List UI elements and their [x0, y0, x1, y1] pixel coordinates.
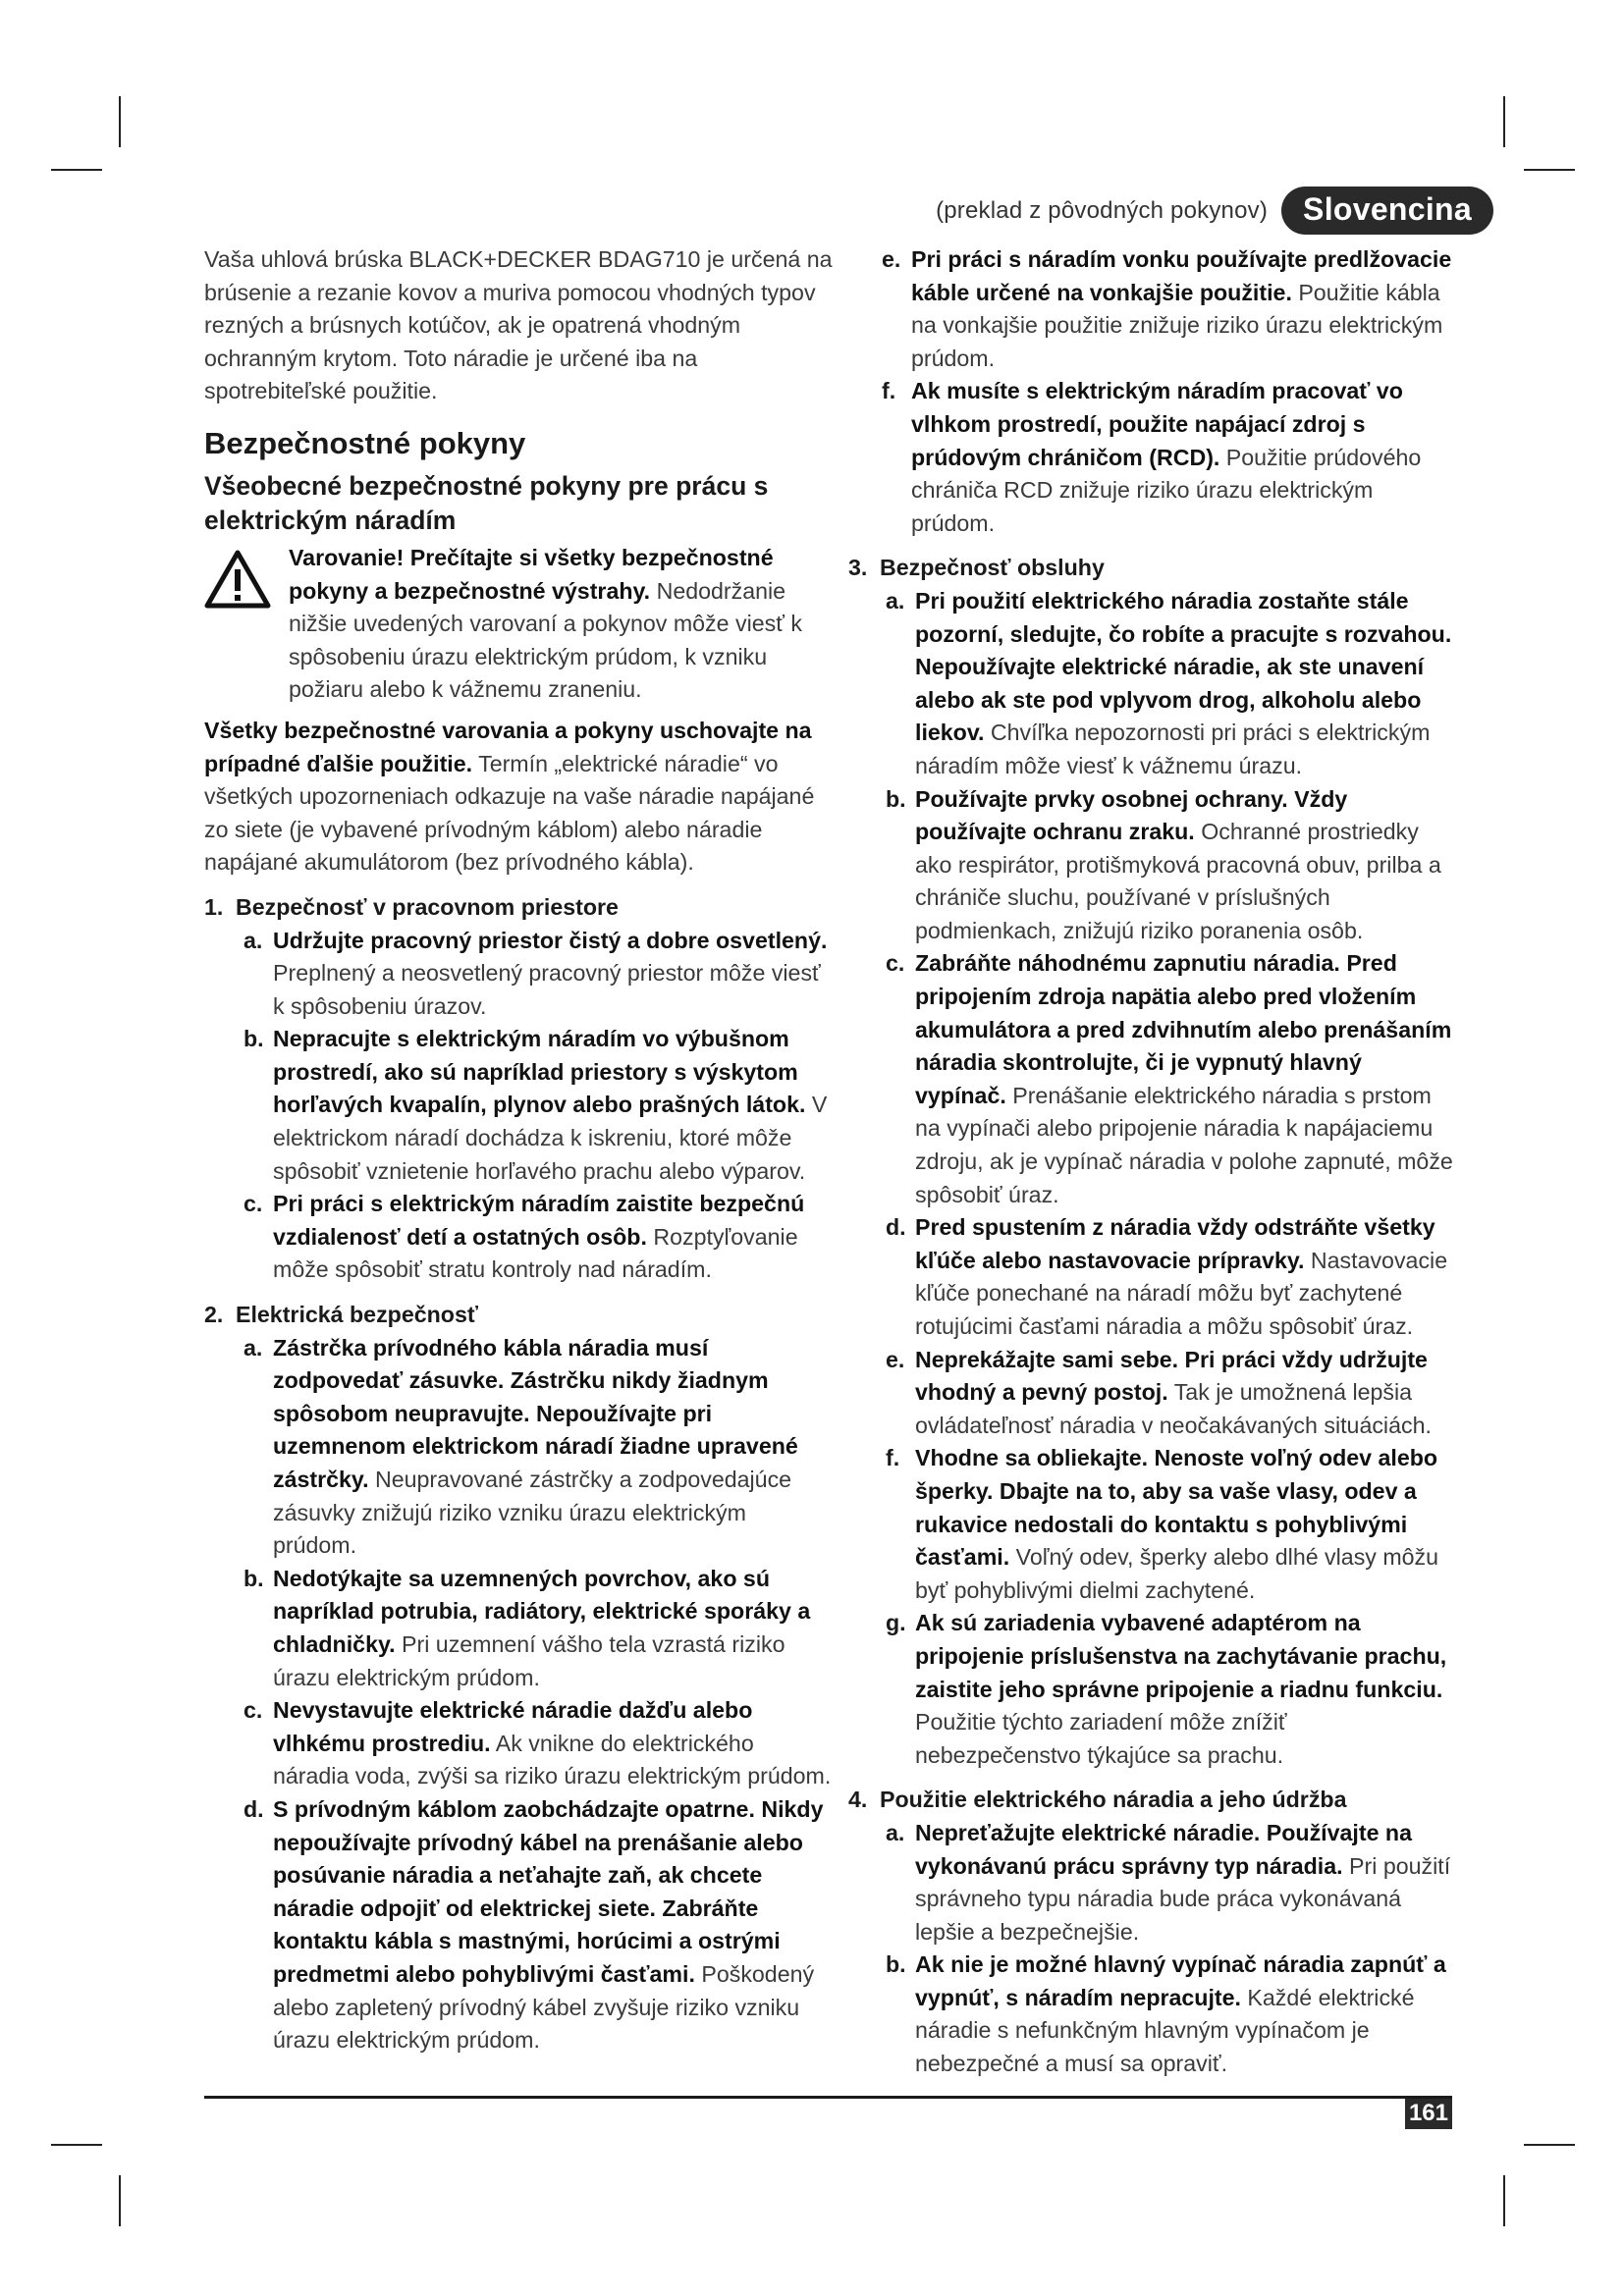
item-text: Ak vnikne do elektrického náradia voda, zvýši sa riziko úrazu elektrickým prúdom. [273, 1730, 832, 1789]
item-letter: b. [244, 1565, 264, 1591]
list-item [886, 783, 1455, 948]
item-text: Pri uzemnení vášho tela vzrastá riziko úrazu elektrickým prúdom. [273, 1630, 785, 1690]
keep-bold: Všetky bezpečnostné varovania a pokyny uschovajte na prípadné ďalšie použitie. [204, 717, 812, 776]
item-letter: b. [244, 1026, 264, 1052]
section-personal-safety [846, 552, 1455, 1772]
item-letter: f. [886, 1445, 900, 1471]
section-heading [204, 1299, 833, 1332]
crop-mark [119, 2175, 121, 2226]
item-bold: Vhodne sa obliekajte. Nenoste voľný odev alebo šperky. Dbajte na to, aby sa vaše vlasy, odev a rukavice nedostali do kontaktu s pohyblivými časťami. [915, 1445, 1438, 1571]
item-letter: a. [244, 1334, 263, 1361]
list-item [886, 947, 1455, 1211]
item-bold: Zabráňte náhodnému zapnutiu náradia. Pred pripojením zdroja napätia alebo pred vložením akumulátora a pred zdvihnutím alebo prenášaním náradia skontrolujte, či je vypnutý hlavný vypínač. [915, 950, 1452, 1108]
list-item [886, 585, 1455, 783]
crop-mark [1503, 96, 1505, 147]
list-item [244, 1023, 833, 1188]
section-title: Bezpečnosť v pracovnom priestore [236, 893, 619, 920]
section-number: 1. [204, 893, 224, 920]
section-title: Bezpečnosť obsluhy [880, 555, 1105, 581]
item-bold: Pri práci s elektrickým náradím zaistite bezpečnú vzdialenosť detí a ostatných osôb. [273, 1191, 805, 1250]
crop-mark [1524, 169, 1575, 171]
item-letter: d. [886, 1214, 906, 1241]
item-text: Prenášanie elektrického náradia s prstom na vypínači alebo pripojenie náradia k napájaciemu zdroju, ak je vypínač náradia v polohe zapnuté, môže spôsobiť úraz. [915, 1082, 1453, 1207]
general-safety-heading: Všeobecné bezpečnostné pokyny pre prácu s elektrickým náradím [204, 470, 769, 535]
item-text: Tak je umožnená lepšia ovládateľnosť náradia v neočakávaných situáciách. [915, 1379, 1432, 1438]
left-column [204, 243, 833, 2057]
safety-heading: Bezpečnostné pokyny [204, 425, 526, 460]
item-bold: Nevystavujte elektrické náradie dažďu alebo vlhkému prostrediu. [273, 1697, 753, 1756]
item-text: Použitie kábla na vonkajšie použitie znižuje riziko úrazu elektrickým prúdom. [911, 279, 1443, 371]
section-work-area [204, 891, 833, 1287]
item-text: Použitie týchto zariadení môže znížiť nebezpečenstvo týkajúce sa prachu. [915, 1709, 1287, 1768]
item-bold: Nedotýkajte sa uzemnených povrchov, ako sú napríklad potrubia, radiátory, elektrické sporáky a chladničky. [273, 1565, 811, 1657]
warning-text [289, 542, 833, 707]
item-bold: Zástrčka prívodného kábla náradia musí zodpovedať zásuvke. Zástrčku nikdy žiadnym spôsobom neupravujte. Nepoužívajte pri uzemnenom elektrickom náradí žiadne upravené zástrčky. [273, 1334, 798, 1492]
crop-mark [51, 2144, 102, 2146]
list-item [244, 1793, 833, 2057]
item-text: Ochranné prostriedky ako respirátor, protišmyková pracovná obuv, prilba a chrániče sluchu, používané v príslušných podmienkach, znižujú riziko poranenia osôb. [915, 819, 1441, 943]
item-bold: Ak nie je možné hlavný vypínač náradia zapnúť a vypnúť, s náradím nepracujte. [915, 1951, 1446, 2010]
item-bold: Udržujte pracovný priestor čistý a dobre osvetlený. [273, 927, 828, 953]
item-bold: Pred spustením z náradia vždy odstráňte všetky kľúče alebo nastavovacie prípravky. [915, 1214, 1435, 1273]
item-letter: c. [886, 950, 905, 977]
footer-rule [204, 2096, 1452, 2099]
item-letter: a. [886, 587, 905, 614]
item-text: Použitie prúdového chrániča RCD znižuje riziko úrazu elektrickým prúdom. [911, 444, 1422, 536]
item-letter: d. [244, 1795, 264, 1822]
warning-triangle-icon [204, 542, 275, 707]
item-letter: a. [244, 927, 263, 953]
item-text: Každé elektrické náradie s nefunkčným hlavným vypínačom je nebezpečné a musí sa opraviť. [915, 1984, 1415, 2077]
section-number: 3. [848, 555, 868, 581]
item-letter: b. [886, 785, 906, 812]
item-text: Neupravované zástrčky a zodpovedajúce zásuvky znižujú riziko vzniku úrazu elektrickým prúdom. [273, 1467, 792, 1559]
page-number: 161 [1405, 2099, 1452, 2129]
item-bold: Pri práci s náradím vonku používajte predlžovacie káble určené na vonkajšie použitie. [911, 246, 1452, 305]
item-bold: Nepreťažujte elektrické náradie. Používajte na vykonávanú prácu správny typ náradia. [915, 1819, 1412, 1879]
section-heading [848, 552, 1455, 585]
item-letter: f. [882, 378, 896, 404]
item-bold: Ak sú zariadenia vybavené adaptérom na pripojenie príslušenstva na zachytávanie prachu, zaistite jeho správne pripojenie a riadnu funkciu. [915, 1610, 1447, 1702]
item-letter: a. [886, 1819, 905, 1845]
section-number: 2. [204, 1302, 224, 1328]
list-item [244, 1188, 833, 1287]
page-header [936, 187, 1493, 235]
item-bold: S prívodným káblom zaobchádzajte opatrne. Nikdy nepoužívajte prívodný kábel na prenášanie alebo posúvanie náradia a neťahajte zaň, ak chcete náradie odpojiť od elektrickej siete. Zabráňte kontaktu kábla s mastnými, horúcimi a ostrými predmetmi alebo pohyblivými časťami. [273, 1795, 824, 1987]
item-letter: g. [886, 1610, 906, 1636]
section-title: Použitie elektrického náradia a jeho údržba [880, 1787, 1347, 1813]
item-text: Voľný odev, šperky alebo dlhé vlasy môžu byť pohyblivými dielmi zachytené. [915, 1544, 1439, 1603]
language-badge: Slovencina [1281, 187, 1493, 235]
warning-bold: Varovanie! Prečítajte si všetky bezpečnostné pokyny a bezpečnostné výstrahy. [289, 544, 774, 604]
section-tool-use [846, 1784, 1455, 2080]
list-item [886, 1817, 1455, 1949]
keep-body: Termín „elektrické náradie“ vo všetkých upozorneniach odkazuje na vaše náradie napájané zo siete (je vybavené prívodným káblom) alebo náradie napájané akumulátorom (bez prívodného kábla). [204, 750, 815, 876]
item-bold: Používajte prvky osobnej ochrany. Vždy používajte ochranu zraku. [915, 785, 1348, 845]
list-item [244, 1332, 833, 1563]
item-letter: c. [244, 1191, 263, 1217]
warning-body: Nedodržanie nižšie uvedených varovaní a pokynov môže viesť k spôsobeniu úrazu elektrickým prúdom, k vzniku požiaru alebo k vážnemu zraneniu. [289, 577, 802, 703]
section-title: Elektrická bezpečnosť [236, 1302, 478, 1328]
translation-note: (preklad z pôvodných pokynov) [936, 196, 1269, 224]
section-heading [204, 891, 833, 925]
list-item [244, 925, 833, 1024]
item-text: Rozptyľovanie môže spôsobiť stratu kontroly nad náradím. [273, 1223, 798, 1283]
right-column [846, 243, 1455, 2081]
crop-mark [51, 169, 102, 171]
item-letter: b. [886, 1951, 906, 1978]
item-letter: e. [882, 246, 901, 272]
item-text: Nastavovacie kľúče ponechané na náradí môžu byť zachytené rotujúcimi časťami náradia a môžu spôsobiť úraz. [915, 1247, 1448, 1339]
item-letter: e. [886, 1346, 905, 1372]
list-item [244, 1563, 833, 1694]
item-bold: Neprekážajte sami sebe. Pri práci vždy udržujte vhodný a pevný postoj. [915, 1346, 1428, 1406]
list-item [886, 1607, 1455, 1772]
item-text: Pri použití správneho typu náradia bude práca vykonávaná lepšie a bezpečnejšie. [915, 1852, 1451, 1945]
section-electrical-safety [204, 1299, 833, 2057]
list-item [244, 1694, 833, 1793]
item-letter: c. [244, 1697, 263, 1724]
item-bold: Pri použití elektrického náradia zostaňte stále pozorní, sledujte, čo robíte a pracujte s rozvahou. Nepoužívajte elektrické náradie, ak ste unavení alebo ak ste pod vplyvom drog, alkoholu alebo liekov. [915, 587, 1452, 746]
list-item [886, 1211, 1455, 1343]
section-heading [848, 1784, 1455, 1817]
list-item [886, 1442, 1455, 1607]
item-text: Chvíľka nepozornosti pri práci s elektrickým náradím môže viesť k vážnemu úrazu. [915, 720, 1431, 778]
item-text: V elektrickom náradí dochádza k iskreniu, ktoré môže spôsobiť vznietenie horľavého prachu alebo výparov. [273, 1092, 828, 1184]
list-item [886, 1949, 1455, 2080]
list-item [882, 375, 1455, 540]
intro-paragraph: Vaša uhlová brúska BLACK+DECKER BDAG710 je určená na brúsenie a rezanie kovov a muriva pomocou vhodných typov rezných a brúsnych kotúčov, ak je opatrená vhodným ochranným krytom. Toto náradie je určené iba na spotrebiteľské použitie. [204, 246, 833, 404]
item-text: Poškodený alebo zapletený prívodný kábel zvyšuje riziko vzniku úrazu elektrickým prúdom. [273, 1960, 815, 2054]
list-item [882, 243, 1455, 375]
keep-instructions [204, 715, 833, 880]
crop-mark [119, 96, 121, 147]
section-number: 4. [848, 1787, 868, 1813]
list-item [886, 1344, 1455, 1443]
item-bold: Ak musíte s elektrickým náradím pracovať vo vlhkom prostredí, použite napájací zdroj s prúdovým chráničom (RCD). [911, 378, 1403, 470]
warning-block [204, 542, 833, 707]
crop-mark [1503, 2175, 1505, 2226]
item-text: Preplnený a neosvetlený pracovný priestor môže viesť k spôsobeniu úrazov. [273, 960, 821, 1019]
crop-mark [1524, 2144, 1575, 2146]
item-bold: Nepracujte s elektrickým náradím vo výbušnom prostredí, ako sú napríklad priestory s výskytom horľavých kvapalín, plynov alebo prašných látok. [273, 1026, 806, 1118]
